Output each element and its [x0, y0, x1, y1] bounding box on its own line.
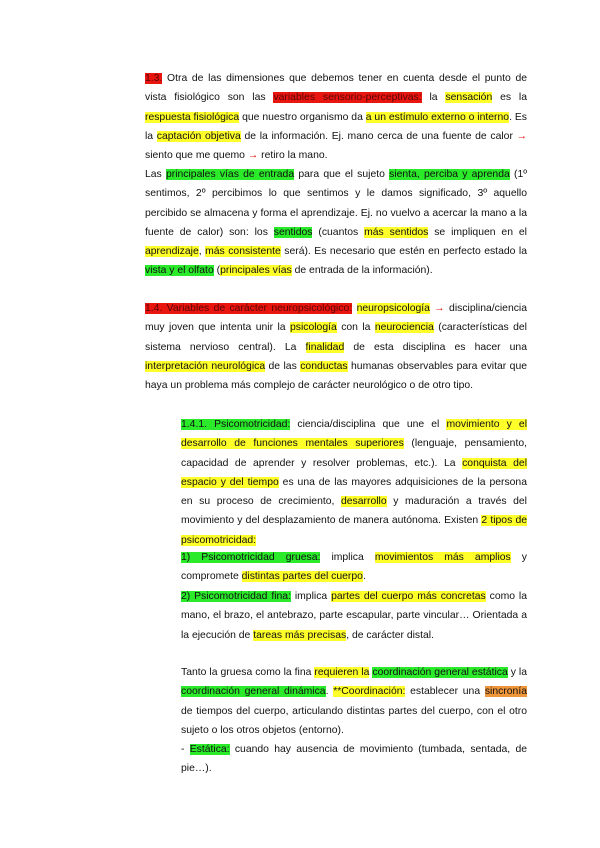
highlight-yellow: requieren la: [314, 667, 370, 678]
text: (1º sentimos, 2º percibimos lo que sentimos y le damos significado, 3º aquello percibido se almacena y forma el aprendizaje. Ej. no vuelvo a acercar la mano a la fuente de calor) son: los: [145, 169, 528, 238]
text: humanas observables para evitar que haya un problema más complejo de carácter neurológico o de otro tipo.: [145, 360, 527, 392]
highlight-yellow: finalidad: [305, 341, 345, 353]
text: Tanto la gruesa como la fina: [181, 667, 315, 678]
highlight-green: 1) Psicomotricidad gruesa:: [181, 552, 321, 563]
highlight-green: sentidos: [273, 226, 313, 238]
text: siento que me quemo: [145, 150, 248, 162]
highlight-yellow: más consistente: [205, 246, 281, 258]
paragraph-1-4: [145, 299, 527, 395]
paragraph-vias-entrada: [145, 165, 527, 281]
text: .: [325, 686, 334, 698]
highlight-yellow: respuesta fisiológica: [145, 111, 240, 123]
paragraph-fina: [181, 587, 527, 645]
highlight-yellow: captación objetiva: [156, 130, 241, 142]
text: disciplina/ciencia muy joven que intenta unir la: [145, 303, 528, 334]
text: Las: [145, 169, 166, 180]
arrow-icon: →: [516, 130, 527, 142]
highlight-orange: sincronía: [484, 686, 527, 698]
text: será). Es necesario que estén en perfecto estado la: [280, 246, 527, 258]
highlight-yellow: distintas partes del cuerpo: [241, 571, 363, 583]
highlight-yellow: tareas más precisas: [253, 629, 347, 641]
highlight-yellow: desarrollo: [341, 496, 387, 508]
text: ciencia/disciplina que une el: [290, 419, 447, 430]
text: de entrada de la información).: [291, 265, 433, 277]
text: de la información. Ej. mano cerca de una fuente de calor: [240, 130, 517, 142]
text: implica: [290, 591, 332, 602]
text: y maduración a través del movimiento y del desplazamiento de manera autónoma. Existen: [181, 496, 527, 527]
highlight-yellow: movimientos más amplios: [374, 552, 511, 563]
highlight-green: sienta, perciba y aprenda: [389, 169, 510, 180]
highlight-green: vista y el olfato: [145, 265, 214, 277]
highlight-yellow: partes del cuerpo más concretas: [331, 591, 486, 602]
text: [352, 303, 356, 314]
text: (: [213, 265, 221, 277]
text: (lenguaje, pensamiento, capacidad de aprender y resolver problemas, etc.). La: [181, 438, 527, 469]
highlight-yellow: sensación: [445, 92, 493, 104]
paragraph-gruesa: [181, 548, 527, 587]
highlight-yellow: más sentidos: [364, 226, 429, 238]
highlight-yellow: neuropsicología: [356, 303, 430, 314]
text: -: [181, 744, 190, 755]
paragraph-coordinacion: [181, 663, 527, 740]
text: .: [362, 571, 366, 583]
subsection-heading: 1.4.1. Psicomotricidad:: [181, 419, 291, 430]
text: para que el sujeto: [294, 169, 390, 180]
highlight-yellow: conductas: [300, 360, 348, 372]
text: de tiempos del cuerpo, articulando distintas partes del cuerpo, con el otro sujeto o los otros objetos (entorno).: [181, 705, 527, 736]
section-heading: 1.4. Variables de carácter neuropsicológico:: [145, 303, 353, 314]
section-number: 1.3.: [145, 73, 163, 84]
paragraph-1-4-1: [181, 415, 527, 550]
highlight-green: coordinación general estática: [372, 667, 508, 678]
text: (cuantos: [312, 226, 365, 238]
text: es la: [492, 92, 527, 104]
highlight-green: coordinación general dinámica: [181, 686, 326, 698]
text: retiro la mano.: [258, 150, 328, 162]
text: cuando hay ausencia de movimiento (tumbada, sentada, de pie…).: [181, 744, 527, 775]
highlight-green: 2) Psicomotricidad fina:: [181, 591, 291, 602]
highlight-yellow: neurociencia: [374, 322, 434, 334]
text: se impliquen en el: [428, 226, 527, 238]
paragraph-estatica: [181, 740, 527, 779]
text: (características del sistema nervioso central). La: [145, 322, 527, 353]
text: de esta disciplina es hacer una: [344, 341, 527, 353]
highlight-green: Estática:: [189, 744, 230, 755]
highlight-yellow: 2 tipos de psicomotricidad:: [181, 515, 527, 546]
text: con la: [336, 322, 375, 334]
text: implica: [320, 552, 375, 563]
highlight-yellow: **Coordinación:: [333, 686, 406, 698]
text: y la: [507, 667, 527, 678]
highlight-yellow: a un estímulo externo o interno: [365, 111, 510, 123]
text: la: [421, 92, 446, 104]
arrow-icon: →: [429, 303, 445, 314]
highlight-yellow: psicología: [289, 322, 337, 334]
highlight-yellow: movimiento y el desarrollo de funciones mentales superiores: [181, 419, 528, 450]
highlight-yellow: interpretación neurológica: [145, 360, 266, 372]
paragraph-1-3: [145, 69, 527, 165]
text: . Es la: [145, 111, 527, 142]
highlight-green: principales vías de entrada: [165, 169, 295, 180]
highlight-yellow: aprendizaje: [145, 246, 199, 258]
text: y compromete: [181, 552, 527, 583]
text: , de carácter distal.: [346, 629, 434, 641]
arrow-icon: →: [247, 150, 259, 162]
text: que nuestro organismo da: [239, 111, 366, 123]
text: es una de las mayores adquisiciones de la persona en su proceso de crecimiento,: [181, 476, 527, 508]
text: establecer una: [405, 686, 485, 698]
text: de las: [265, 360, 301, 372]
highlight-red: variables sensorio-perceptivas:: [273, 92, 422, 104]
highlight-yellow: conquista del espacio y del tiempo: [181, 457, 528, 488]
text: Otra de las dimensiones que debemos tener en cuenta desde el punto de vista fisiológico son las: [145, 73, 527, 104]
highlight-yellow: principales vías: [220, 265, 292, 277]
text: como la mano, el brazo, el antebrazo, parte escapular, parte vincular… Orientada a la ejecución de: [181, 591, 527, 641]
text: ,: [198, 246, 206, 258]
